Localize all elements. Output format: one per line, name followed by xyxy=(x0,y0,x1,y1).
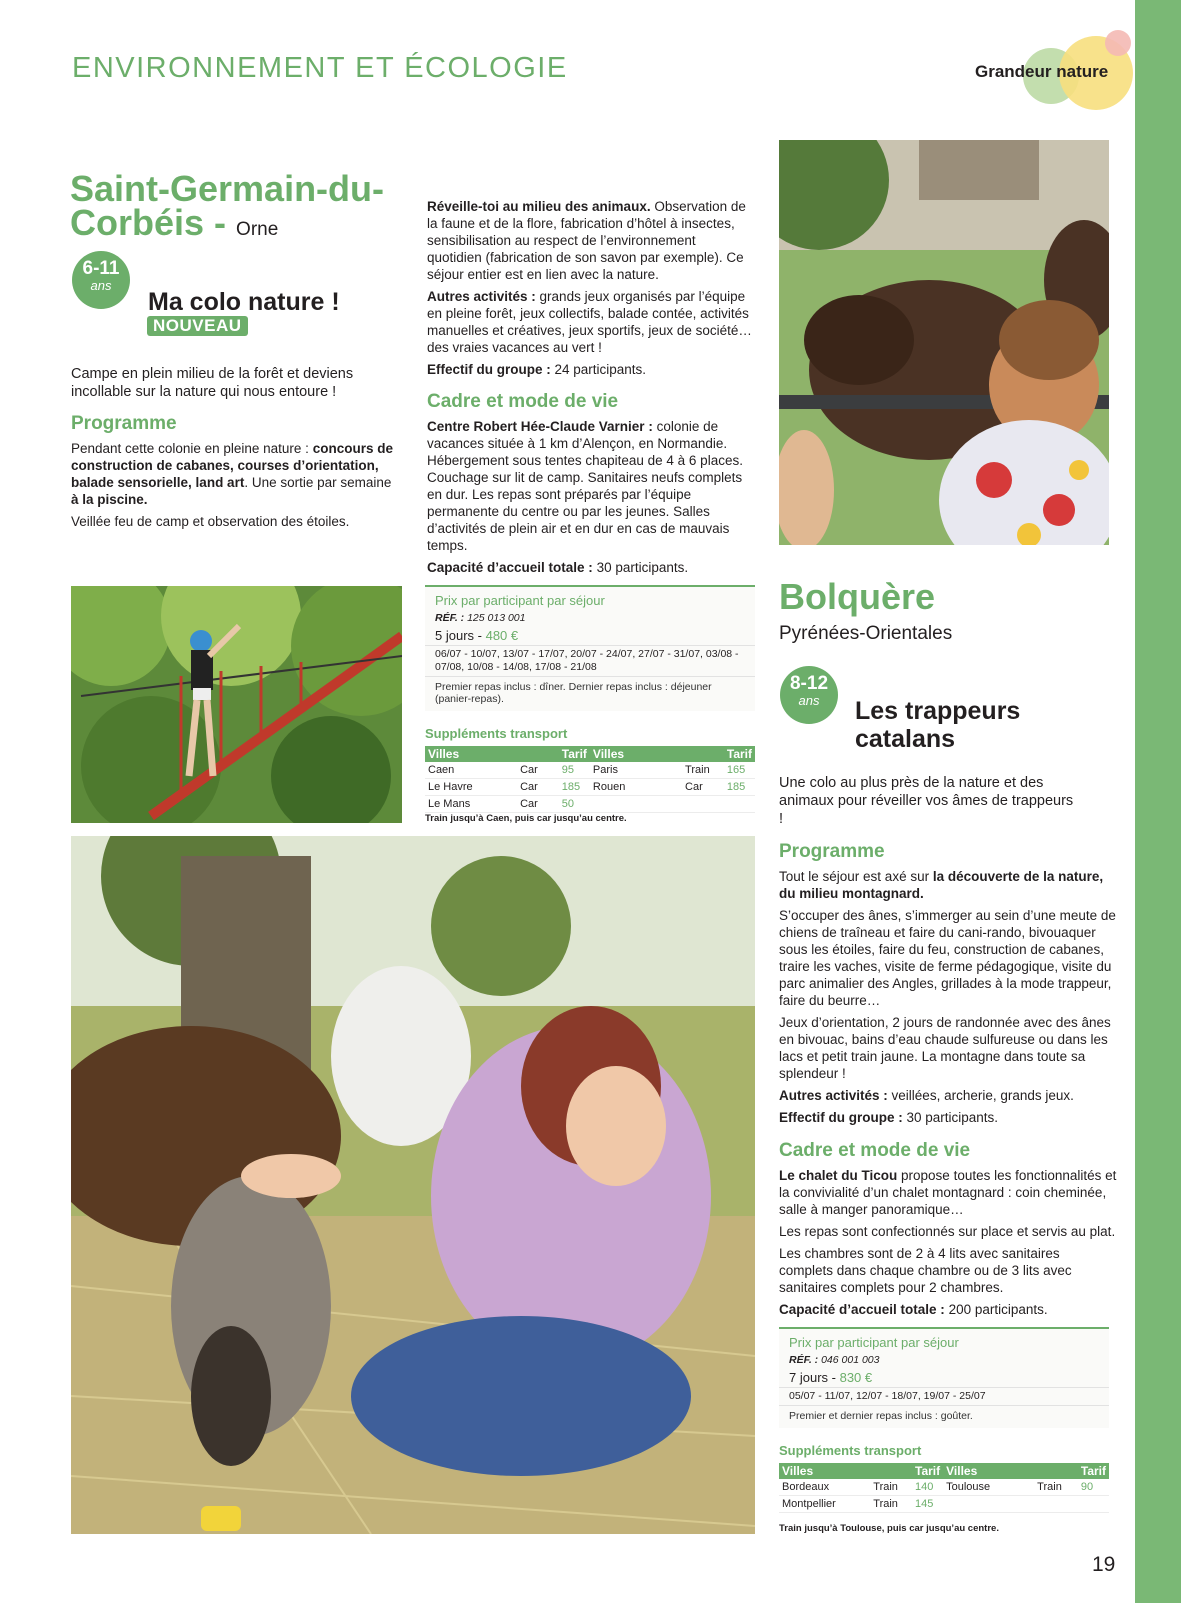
place-title-line2 xyxy=(70,202,410,247)
transport-table xyxy=(425,746,755,813)
photo-ropes-course xyxy=(71,586,402,823)
capacite xyxy=(779,1301,1117,1318)
text-bold: Autres activités : xyxy=(427,289,536,304)
table-header-row xyxy=(425,746,755,762)
mode: Train xyxy=(870,1496,912,1513)
logo-circle-pink xyxy=(1105,30,1131,56)
tarif: 50 xyxy=(559,796,590,813)
text-run: 24 participants. xyxy=(550,362,647,377)
colo-title-right xyxy=(855,697,1020,753)
col-header-tarif: Tarif xyxy=(724,746,755,762)
text-bold: Autres activités : xyxy=(779,1088,888,1103)
side-stripe xyxy=(1135,0,1181,1603)
text-bold: Capacité d’accueil totale : xyxy=(779,1302,945,1317)
session-dates: 05/07 - 11/07, 12/07 - 18/07, 19/07 - 25/07 xyxy=(779,1387,1109,1405)
mode: Car xyxy=(517,796,559,813)
city: Le Havre xyxy=(425,779,517,796)
city: Toulouse xyxy=(943,1479,1034,1496)
session-dates: 06/07 - 10/07, 13/07 - 17/07, 20/07 - 24/07, 27/07 - 31/07, 03/08 - 07/08, 10/08 - 14/08, 17/08 - 21/08 xyxy=(425,645,755,676)
table-row xyxy=(425,796,755,813)
text-bold: Centre Robert Hée-Claude Varnier : xyxy=(427,419,653,434)
age-range: 8-12 xyxy=(789,673,829,694)
programme-paragraph-2: Veillée feu de camp et observation des étoiles. xyxy=(71,514,350,529)
col-header-villes: Villes xyxy=(779,1463,912,1479)
city: Caen xyxy=(425,762,517,779)
age-unit: ans xyxy=(798,693,820,708)
text-bold: la découverte de la nature, du milieu montagnard. xyxy=(779,869,1104,901)
autres-activites xyxy=(427,288,752,356)
text-run: colonie de vacances située à 1 km d’Alençon, en Normandie. Hébergement sous tentes chapiteau de 4 à 6 places. Couchage sur lit de camp. Sanitaires neufs complets en dur. Les repas sont préparés par l’équipe permanente du centre ou par les jeunes. Salles d’activités de plein air et en dur en cas de mauvais temps. xyxy=(427,419,743,553)
cadre-text-right xyxy=(779,1167,1117,1323)
city: Rouen xyxy=(590,779,682,796)
tarif: 95 xyxy=(559,762,590,779)
section-title: ENVIRONNEMENT ET ÉCOLOGIE xyxy=(72,52,568,84)
ref-label: RÉF. : xyxy=(789,1354,819,1366)
separator: - xyxy=(828,1370,840,1385)
transport-table xyxy=(779,1463,1109,1513)
table-header-row xyxy=(779,1463,1109,1479)
girl-goats-image xyxy=(71,836,755,1534)
text-run: Tout le séjour est axé sur xyxy=(779,869,933,884)
text-run: 200 participants. xyxy=(944,1302,1048,1317)
duration: 5 jours xyxy=(435,628,475,643)
region-label-right: Pyrénées-Orientales xyxy=(779,623,953,644)
page-number: 19 xyxy=(1092,1553,1116,1576)
colo-title: Ma colo nature ! xyxy=(148,288,340,316)
city: Montpellier xyxy=(779,1496,870,1513)
age-unit: ans xyxy=(90,278,112,293)
mode: Car xyxy=(517,762,559,779)
mode: Train xyxy=(870,1479,912,1496)
cadre-paragraph-2: Les repas sont confectionnés sur place et servis au plat. xyxy=(779,1224,1116,1239)
col-header-tarif: Tarif xyxy=(1078,1463,1109,1479)
text-bold: Le chalet du Ticou xyxy=(779,1168,898,1183)
text-run: 30 participants. xyxy=(592,560,689,575)
text-bold: concours de construction de cabanes, courses d’orientation, balade sensorielle, land art xyxy=(71,441,393,490)
price-box-right xyxy=(779,1327,1109,1428)
tarif: 185 xyxy=(559,779,590,796)
programme-paragraph xyxy=(71,440,396,508)
ropes-course-image xyxy=(71,586,402,823)
transport-note: Train jusqu’à Caen, puis car jusqu’au centre. xyxy=(425,813,627,824)
meal-note: Premier et dernier repas inclus : goûter. xyxy=(779,1405,1109,1428)
autres-activites xyxy=(779,1087,1117,1104)
title-line1: Les trappeurs xyxy=(855,697,1021,725)
programme-text xyxy=(71,440,396,535)
effectif xyxy=(427,361,752,378)
col-header-villes: Villes xyxy=(425,746,559,762)
title-line2: catalans xyxy=(855,725,956,753)
transport-note: Train jusqu’à Toulouse, puis car jusqu’au centre. xyxy=(779,1523,999,1534)
programme-heading: Programme xyxy=(71,413,177,434)
mode: Train xyxy=(682,762,724,779)
separator: - xyxy=(474,628,486,643)
musk-ox-image xyxy=(779,140,1109,545)
transport-table-left xyxy=(425,746,755,824)
text-run: Pendant cette colonie en pleine nature : xyxy=(71,441,313,456)
cadre-text xyxy=(427,418,752,581)
price-heading: Prix par participant par séjour xyxy=(789,1335,959,1350)
price-box-left xyxy=(425,585,755,711)
price-ref xyxy=(779,1352,1109,1368)
tarif: 165 xyxy=(724,762,755,779)
intro-text-right: Une colo au plus près de la nature et des animaux pour réveiller vos âmes de trappeurs ! xyxy=(779,775,1074,827)
cadre-heading: Cadre et mode de vie xyxy=(427,391,619,412)
brand-name: Grandeur nature xyxy=(975,62,1109,81)
brand-logo xyxy=(965,28,1135,112)
text-bold: Effectif du groupe : xyxy=(779,1110,903,1125)
ref-number: 046 001 003 xyxy=(818,1354,880,1366)
intro-text: Campe en plein milieu de la forêt et deviens incollable sur la nature qui nous entoure ! xyxy=(71,366,354,400)
mode: Train xyxy=(1034,1479,1078,1496)
description-paragraph xyxy=(427,198,752,283)
cadre-paragraph-3: Les chambres sont de 2 à 4 lits avec sanitaires complets dans chaque chambre ou de 3 lits avec sanitaires complets pour 2 chambres. xyxy=(779,1246,1072,1295)
table-row xyxy=(425,779,755,796)
programme-paragraph xyxy=(779,868,1117,902)
price-duration xyxy=(425,626,755,645)
table-row xyxy=(779,1479,1109,1496)
text-run: . Une sortie par semaine xyxy=(244,475,392,490)
programme-text-right xyxy=(779,868,1117,1131)
city: Bordeaux xyxy=(779,1479,870,1496)
table-row xyxy=(779,1496,1109,1513)
duration: 7 jours xyxy=(789,1370,829,1385)
region-label: Orne xyxy=(236,219,279,240)
col-header-tarif: Tarif xyxy=(559,746,590,762)
mode: Car xyxy=(682,779,724,796)
ref-label: RÉF. : xyxy=(435,612,465,624)
age-badge-right xyxy=(780,666,838,724)
programme-paragraph-3: Jeux d’orientation, 2 jours de randonnée avec des ânes en bivouac, bains d’eau chaude sulfureuse ou dans les lacs et petit train jaune. La montagne dans toute sa splendeur ! xyxy=(779,1015,1111,1081)
text-bold: Effectif du groupe : xyxy=(427,362,551,377)
description-column xyxy=(427,198,752,383)
transport-table-right xyxy=(779,1463,1109,1534)
tarif: 90 xyxy=(1078,1479,1109,1496)
programme-paragraph-2: S’occuper des ânes, s’immerger au sein d’une meute de chiens de traîneau et faire du cani-rando, bivouaquer sous les étoiles, faire du feu, construction de cabanes, traire les vaches, visite de ferme pédagogique, visite du parc animalier des Angles, grillades à la mode trappeur, faire du beurre… xyxy=(779,908,1116,1008)
tarif: 140 xyxy=(912,1479,943,1496)
text-bold: à la piscine. xyxy=(71,492,148,507)
text-run: Observation de la faune et de la flore, fabrication d’hôtel à insectes, sensibilisation au respect de l’environnement quotidien (fabrication de son savon par exemple). Ce séjour entier est en lien avec la nature. xyxy=(427,199,746,282)
price-amount: 830 € xyxy=(839,1370,873,1385)
photo-girl-with-goats xyxy=(71,836,755,1534)
mode: Car xyxy=(517,779,559,796)
price-heading: Prix par participant par séjour xyxy=(435,593,605,608)
col-header-villes: Villes xyxy=(943,1463,1078,1479)
place-title-right: Bolquère xyxy=(779,576,936,617)
col-header-tarif: Tarif xyxy=(912,1463,943,1479)
price-duration xyxy=(779,1368,1109,1387)
text-run: propose toutes les fonctionnalités et la convivialité d’un chalet montagnard : coin cheminée, salle à manger panoramique… xyxy=(779,1168,1117,1217)
tarif: 185 xyxy=(724,779,755,796)
price-ref xyxy=(425,610,755,626)
photo-musk-ox xyxy=(779,140,1109,545)
col-header-villes: Villes xyxy=(590,746,724,762)
text-run: veillées, archerie, grands jeux. xyxy=(887,1088,1074,1103)
text-run: grands jeux organisés par l’équipe en pleine forêt, jeux collectifs, balade contée, activités manuelles et créatives, jeux sportifs, jeux de société… des vraies vacances au vert ! xyxy=(427,289,752,355)
cadre-heading-right: Cadre et mode de vie xyxy=(779,1140,971,1161)
text-bold: Réveille-toi au milieu des animaux. xyxy=(427,199,651,214)
age-range: 6-11 xyxy=(82,258,120,279)
place-title-left xyxy=(70,168,410,247)
text-bold: Capacité d’accueil totale : xyxy=(427,560,593,575)
text-run: 30 participants. xyxy=(902,1110,999,1125)
new-badge: NOUVEAU xyxy=(147,316,248,336)
meal-note: Premier repas inclus : dîner. Dernier repas inclus : déjeuner (panier-repas). xyxy=(425,676,755,711)
place-title-part2: Corbéis - xyxy=(70,202,227,243)
table-row xyxy=(425,762,755,779)
city: Paris xyxy=(590,762,682,779)
price-amount: 480 € xyxy=(485,628,519,643)
ref-number: 125 013 001 xyxy=(464,612,526,624)
transport-heading: Suppléments transport xyxy=(425,726,568,741)
place-title-line1: Saint-Germain-du- xyxy=(70,168,385,209)
capacite xyxy=(427,559,752,576)
cadre-paragraph xyxy=(427,418,752,554)
cadre-paragraph xyxy=(779,1167,1117,1218)
transport-heading-right: Suppléments transport xyxy=(779,1443,922,1458)
tarif: 145 xyxy=(912,1496,943,1513)
city: Le Mans xyxy=(425,796,517,813)
programme-heading-right: Programme xyxy=(779,841,885,862)
age-badge xyxy=(72,251,130,309)
effectif xyxy=(779,1109,1117,1126)
